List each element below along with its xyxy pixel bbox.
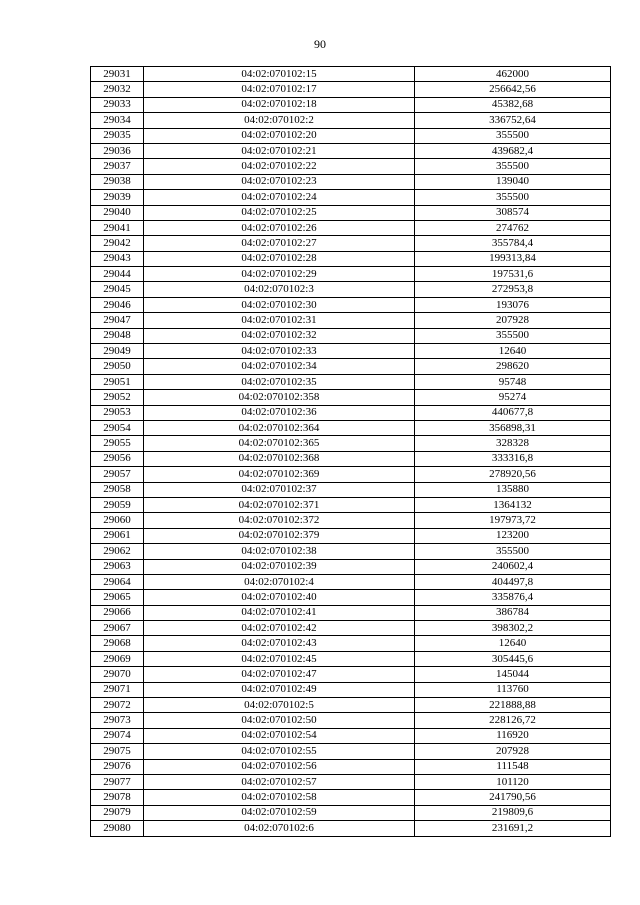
table-row (91, 313, 611, 328)
value-cell: 197973,72 (415, 513, 611, 528)
row-number-cell: 29053 (91, 405, 144, 420)
table-row (91, 790, 611, 805)
value-cell: 95748 (415, 374, 611, 389)
value-cell: 95274 (415, 390, 611, 405)
table-row (91, 143, 611, 158)
cadastral-number-cell: 04:02:070102:371 (144, 497, 415, 512)
value-cell: 328328 (415, 436, 611, 451)
cadastral-number-cell: 04:02:070102:15 (144, 67, 415, 82)
table-row (91, 774, 611, 789)
cadastral-number-cell: 04:02:070102:58 (144, 790, 415, 805)
cadastral-number-cell: 04:02:070102:31 (144, 313, 415, 328)
value-cell: 278920,56 (415, 467, 611, 482)
table-row (91, 205, 611, 220)
value-cell: 12640 (415, 344, 611, 359)
cadastral-number-cell: 04:02:070102:36 (144, 405, 415, 420)
row-number-cell: 29076 (91, 759, 144, 774)
cadastral-number-cell: 04:02:070102:3 (144, 282, 415, 297)
cadastral-number-cell: 04:02:070102:42 (144, 621, 415, 636)
value-cell: 274762 (415, 220, 611, 235)
table-row (91, 359, 611, 374)
row-number-cell: 29045 (91, 282, 144, 297)
row-number-cell: 29060 (91, 513, 144, 528)
cadastral-number-cell: 04:02:070102:43 (144, 636, 415, 651)
value-cell: 355500 (415, 159, 611, 174)
table-row (91, 236, 611, 251)
row-number-cell: 29046 (91, 297, 144, 312)
table-row (91, 728, 611, 743)
row-number-cell: 29050 (91, 359, 144, 374)
registry-table-body (91, 67, 611, 837)
table-row (91, 651, 611, 666)
value-cell: 193076 (415, 297, 611, 312)
cadastral-number-cell: 04:02:070102:59 (144, 805, 415, 820)
table-row (91, 82, 611, 97)
cadastral-number-cell: 04:02:070102:50 (144, 713, 415, 728)
table-row (91, 390, 611, 405)
value-cell: 305445,6 (415, 651, 611, 666)
cadastral-number-cell: 04:02:070102:368 (144, 451, 415, 466)
cadastral-number-cell: 04:02:070102:54 (144, 728, 415, 743)
row-number-cell: 29077 (91, 774, 144, 789)
value-cell: 45382,68 (415, 97, 611, 112)
value-cell: 333316,8 (415, 451, 611, 466)
table-row (91, 374, 611, 389)
row-number-cell: 29031 (91, 67, 144, 82)
table-row (91, 67, 611, 82)
table-row (91, 574, 611, 589)
row-number-cell: 29034 (91, 113, 144, 128)
row-number-cell: 29079 (91, 805, 144, 820)
cadastral-number-cell: 04:02:070102:28 (144, 251, 415, 266)
row-number-cell: 29063 (91, 559, 144, 574)
row-number-cell: 29033 (91, 97, 144, 112)
cadastral-number-cell: 04:02:070102:27 (144, 236, 415, 251)
table-row (91, 636, 611, 651)
row-number-cell: 29061 (91, 528, 144, 543)
row-number-cell: 29058 (91, 482, 144, 497)
row-number-cell: 29038 (91, 174, 144, 189)
value-cell: 197531,6 (415, 267, 611, 282)
cadastral-number-cell: 04:02:070102:49 (144, 682, 415, 697)
table-row (91, 528, 611, 543)
table-row (91, 220, 611, 235)
row-number-cell: 29068 (91, 636, 144, 651)
row-number-cell: 29049 (91, 344, 144, 359)
cadastral-number-cell: 04:02:070102:35 (144, 374, 415, 389)
value-cell: 101120 (415, 774, 611, 789)
table-row (91, 621, 611, 636)
cadastral-number-cell: 04:02:070102:18 (144, 97, 415, 112)
cadastral-number-cell: 04:02:070102:365 (144, 436, 415, 451)
table-row (91, 97, 611, 112)
table-row (91, 805, 611, 820)
value-cell: 355500 (415, 190, 611, 205)
value-cell: 135880 (415, 482, 611, 497)
cadastral-number-cell: 04:02:070102:369 (144, 467, 415, 482)
row-number-cell: 29056 (91, 451, 144, 466)
value-cell: 207928 (415, 313, 611, 328)
table-row (91, 344, 611, 359)
row-number-cell: 29059 (91, 497, 144, 512)
row-number-cell: 29067 (91, 621, 144, 636)
table-row (91, 128, 611, 143)
registry-table (90, 66, 611, 837)
value-cell: 356898,31 (415, 420, 611, 435)
cadastral-number-cell: 04:02:070102:364 (144, 420, 415, 435)
row-number-cell: 29072 (91, 698, 144, 713)
cadastral-number-cell: 04:02:070102:33 (144, 344, 415, 359)
value-cell: 207928 (415, 744, 611, 759)
cadastral-number-cell: 04:02:070102:6 (144, 821, 415, 836)
table-row (91, 497, 611, 512)
cadastral-number-cell: 04:02:070102:4 (144, 574, 415, 589)
cadastral-number-cell: 04:02:070102:23 (144, 174, 415, 189)
value-cell: 241790,56 (415, 790, 611, 805)
row-number-cell: 29039 (91, 190, 144, 205)
row-number-cell: 29043 (91, 251, 144, 266)
cadastral-number-cell: 04:02:070102:45 (144, 651, 415, 666)
row-number-cell: 29036 (91, 143, 144, 158)
value-cell: 116920 (415, 728, 611, 743)
value-cell: 440677,8 (415, 405, 611, 420)
cadastral-number-cell: 04:02:070102:372 (144, 513, 415, 528)
cadastral-number-cell: 04:02:070102:24 (144, 190, 415, 205)
row-number-cell: 29071 (91, 682, 144, 697)
row-number-cell: 29064 (91, 574, 144, 589)
table-row (91, 590, 611, 605)
cadastral-number-cell: 04:02:070102:32 (144, 328, 415, 343)
row-number-cell: 29037 (91, 159, 144, 174)
value-cell: 439682,4 (415, 143, 611, 158)
value-cell: 298620 (415, 359, 611, 374)
value-cell: 123200 (415, 528, 611, 543)
value-cell: 228126,72 (415, 713, 611, 728)
value-cell: 462000 (415, 67, 611, 82)
value-cell: 386784 (415, 605, 611, 620)
cadastral-number-cell: 04:02:070102:17 (144, 82, 415, 97)
table-row (91, 328, 611, 343)
value-cell: 336752,64 (415, 113, 611, 128)
value-cell: 355784,4 (415, 236, 611, 251)
cadastral-number-cell: 04:02:070102:5 (144, 698, 415, 713)
value-cell: 1364132 (415, 497, 611, 512)
value-cell: 398302,2 (415, 621, 611, 636)
value-cell: 355500 (415, 128, 611, 143)
table-row (91, 451, 611, 466)
row-number-cell: 29041 (91, 220, 144, 235)
table-row (91, 821, 611, 836)
value-cell: 404497,8 (415, 574, 611, 589)
table-row (91, 190, 611, 205)
value-cell: 113760 (415, 682, 611, 697)
cadastral-number-cell: 04:02:070102:21 (144, 143, 415, 158)
table-row (91, 544, 611, 559)
value-cell: 272953,8 (415, 282, 611, 297)
table-row (91, 159, 611, 174)
table-row (91, 513, 611, 528)
value-cell: 240602,4 (415, 559, 611, 574)
cadastral-number-cell: 04:02:070102:379 (144, 528, 415, 543)
table-row (91, 467, 611, 482)
table-row (91, 667, 611, 682)
row-number-cell: 29055 (91, 436, 144, 451)
value-cell: 256642,56 (415, 82, 611, 97)
row-number-cell: 29044 (91, 267, 144, 282)
table-row (91, 405, 611, 420)
value-cell: 12640 (415, 636, 611, 651)
cadastral-number-cell: 04:02:070102:20 (144, 128, 415, 143)
row-number-cell: 29057 (91, 467, 144, 482)
table-row (91, 267, 611, 282)
table-row (91, 482, 611, 497)
cadastral-number-cell: 04:02:070102:56 (144, 759, 415, 774)
cadastral-number-cell: 04:02:070102:29 (144, 267, 415, 282)
row-number-cell: 29074 (91, 728, 144, 743)
row-number-cell: 29052 (91, 390, 144, 405)
value-cell: 231691,2 (415, 821, 611, 836)
cadastral-number-cell: 04:02:070102:47 (144, 667, 415, 682)
row-number-cell: 29035 (91, 128, 144, 143)
row-number-cell: 29042 (91, 236, 144, 251)
row-number-cell: 29054 (91, 420, 144, 435)
table-row (91, 759, 611, 774)
row-number-cell: 29047 (91, 313, 144, 328)
row-number-cell: 29073 (91, 713, 144, 728)
table-row (91, 282, 611, 297)
table-row (91, 698, 611, 713)
row-number-cell: 29040 (91, 205, 144, 220)
row-number-cell: 29070 (91, 667, 144, 682)
row-number-cell: 29051 (91, 374, 144, 389)
table-row (91, 420, 611, 435)
value-cell: 199313,84 (415, 251, 611, 266)
value-cell: 335876,4 (415, 590, 611, 605)
row-number-cell: 29048 (91, 328, 144, 343)
value-cell: 355500 (415, 328, 611, 343)
cadastral-number-cell: 04:02:070102:34 (144, 359, 415, 374)
cadastral-number-cell: 04:02:070102:37 (144, 482, 415, 497)
value-cell: 219809,6 (415, 805, 611, 820)
table-row (91, 436, 611, 451)
cadastral-number-cell: 04:02:070102:30 (144, 297, 415, 312)
table-row (91, 744, 611, 759)
table-row (91, 713, 611, 728)
row-number-cell: 29078 (91, 790, 144, 805)
table-row (91, 682, 611, 697)
table-row (91, 113, 611, 128)
value-cell: 308574 (415, 205, 611, 220)
table-row (91, 559, 611, 574)
cadastral-number-cell: 04:02:070102:39 (144, 559, 415, 574)
cadastral-number-cell: 04:02:070102:25 (144, 205, 415, 220)
cadastral-number-cell: 04:02:070102:22 (144, 159, 415, 174)
table-row (91, 605, 611, 620)
row-number-cell: 29075 (91, 744, 144, 759)
cadastral-number-cell: 04:02:070102:2 (144, 113, 415, 128)
value-cell: 145044 (415, 667, 611, 682)
page-number: 90 (314, 37, 326, 51)
row-number-cell: 29062 (91, 544, 144, 559)
table-row (91, 251, 611, 266)
row-number-cell: 29066 (91, 605, 144, 620)
row-number-cell: 29080 (91, 821, 144, 836)
cadastral-number-cell: 04:02:070102:57 (144, 774, 415, 789)
value-cell: 111548 (415, 759, 611, 774)
cadastral-number-cell: 04:02:070102:41 (144, 605, 415, 620)
value-cell: 221888,88 (415, 698, 611, 713)
row-number-cell: 29069 (91, 651, 144, 666)
cadastral-number-cell: 04:02:070102:358 (144, 390, 415, 405)
cadastral-number-cell: 04:02:070102:38 (144, 544, 415, 559)
value-cell: 139040 (415, 174, 611, 189)
table-row (91, 297, 611, 312)
cadastral-number-cell: 04:02:070102:40 (144, 590, 415, 605)
value-cell: 355500 (415, 544, 611, 559)
row-number-cell: 29065 (91, 590, 144, 605)
cadastral-number-cell: 04:02:070102:26 (144, 220, 415, 235)
table-row (91, 174, 611, 189)
row-number-cell: 29032 (91, 82, 144, 97)
cadastral-number-cell: 04:02:070102:55 (144, 744, 415, 759)
